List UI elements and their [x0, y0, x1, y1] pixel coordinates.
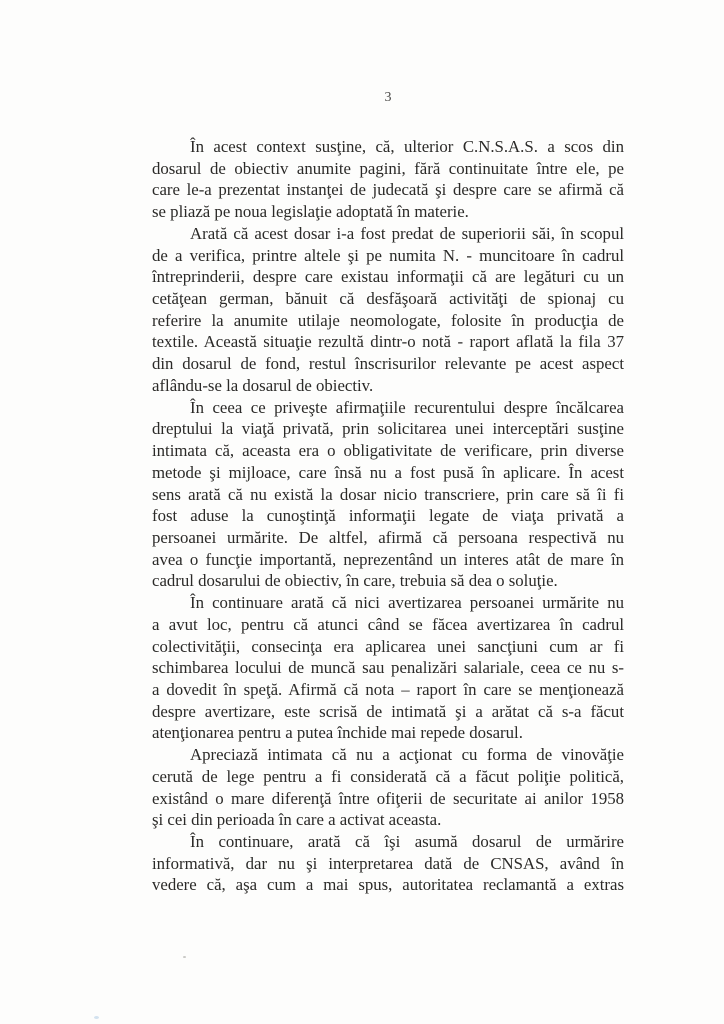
text-line: fost aduse la cunoştinţă informaţii legate de viaţa privată a: [152, 506, 624, 526]
text-line: avea o funcţie importantă, neprezentând un interes atât de mare în: [152, 549, 624, 569]
text-line: întreprinderii, despre care existau informaţii că are legături cu un: [152, 267, 624, 287]
scan-speck: [183, 956, 186, 958]
text-line: de a verifica, printre altele şi pe numita N. - muncitoare în cadrul: [152, 245, 624, 265]
paragraph: [152, 136, 624, 223]
text-line: referire la anumite utilaje neomologate, folosite în producţia de: [152, 310, 624, 330]
text-line: Apreciază intimata că nu a acţionat cu forma de vinovăţie: [190, 745, 624, 765]
text-line: cerută de lege pentru a fi considerată că a făcut poliţie politică,: [152, 766, 624, 786]
paragraph: [152, 397, 624, 592]
text-line: aflându-se la dosarul de obiectiv.: [152, 375, 374, 395]
text-line: În acest context susţine, că, ulterior C.N.S.A.S. a scos din: [190, 137, 624, 156]
document-text: [152, 136, 624, 896]
text-line: şi cei din perioada în care a activat aceasta.: [152, 810, 442, 830]
text-line: cetăţean german, bănuit că desfăşoară activităţi de spionaj cu: [152, 289, 624, 309]
text-line: vedere că, aşa cum a mai spus, autoritatea reclamantă a extras: [152, 875, 624, 895]
text-line: dreptului la viaţă privată, prin solicitarea unei interceptări susţine: [152, 419, 624, 439]
text-line: sens arată că nu există la dosar nicio transcriere, prin care să îi fi: [152, 484, 624, 504]
text-line: cadrul dosarului de obiectiv, în care, trebuia să dea o soluţie.: [152, 571, 558, 591]
text-line: În continuare arată că nici avertizarea persoanei urmărite nu: [190, 593, 624, 613]
text-line: care le-a prezentat instanţei de judecată şi despre care se afirmă că: [152, 180, 624, 200]
text-line: din dosarul de fond, restul înscrisurilor relevante pe acest aspect: [152, 354, 624, 374]
paragraph: [152, 831, 624, 896]
text-line: În continuare, arată că îşi asumă dosarul de urmărire: [190, 832, 624, 851]
text-line: dosarul de obiectiv anumite pagini, fără continuitate între ele, pe: [152, 158, 624, 178]
text-line: textile. Această situaţie rezultă dintr-o notă - raport aflată la fila 37: [152, 332, 624, 352]
text-line: În ceea ce priveşte afirmaţiile recurentului despre încălcarea: [190, 397, 624, 417]
text-line: Arată că acest dosar i-a fost predat de superiorii săi, în scopul: [190, 223, 624, 243]
paragraph: [152, 223, 624, 397]
text-line: persoanei urmărite. De altfel, afirmă că persoana respectivă nu: [152, 527, 624, 547]
text-line: a avut loc, pentru că atunci când se făcea avertizarea în cadrul: [152, 614, 624, 634]
text-line: se pliază pe noua legislaţie adoptată în materie.: [152, 202, 469, 222]
scan-speck: [94, 1016, 99, 1019]
text-line: metode şi mijloace, care însă nu a fost pusă în aplicare. În acest: [152, 462, 624, 482]
paragraph: [152, 744, 624, 831]
text-line: atenţionarea pentru a putea închide mai repede dosarul.: [152, 723, 523, 743]
text-line: existând o mare diferenţă între ofiţerii de securitate ai anilor 1958: [152, 788, 624, 808]
paragraph: [152, 592, 624, 744]
text-line: despre avertizare, este scrisă de intimată şi a arătat că s-a făcut: [152, 701, 624, 721]
text-line: intimata că, aceasta era o obligativitate de verificare, prin diverse: [152, 441, 624, 461]
page-number: 3: [384, 90, 392, 105]
text-line: a dovedit în speţă. Afirmă că nota – raport în care se menţionează: [152, 679, 624, 699]
text-line: informativă, dar nu şi interpretarea dată de CNSAS, având în: [152, 853, 624, 873]
text-line: schimbarea locului de muncă sau penalizări salariale, ceea ce nu s-: [152, 658, 624, 678]
text-line: colectivităţii, consecinţa era aplicarea unei sancţiuni cum ar fi: [152, 636, 624, 656]
